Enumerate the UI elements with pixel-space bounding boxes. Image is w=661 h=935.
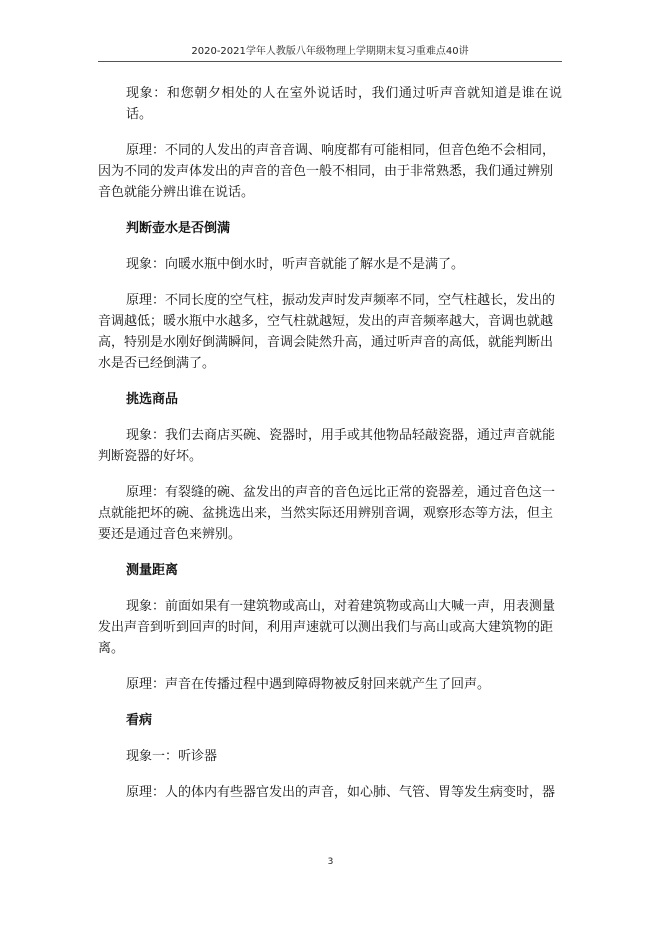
paragraph-line: 现象：向暖水瓶中倒水时，听声音就能了解水是不是满了。 (126, 257, 465, 272)
paragraph-line: 原理：不同长度的空气柱，振动发声时发声频率不同，空气柱越长，发出的 (126, 293, 556, 308)
section-heading: 判断壶水是否倒满 (126, 221, 231, 236)
paragraph (98, 596, 562, 659)
paragraph (98, 254, 562, 275)
paragraph-line: 现象一：听诊器 (126, 749, 218, 764)
paragraph-line: 点就能把坏的碗、盆挑选出来，当然实际还用辨别音调，观察形态等方法，但主 (98, 506, 554, 521)
paragraph-line: 音调越低；暖水瓶中水越多，空气柱就越短，发出的声音频率越大，音调也就越 (98, 314, 554, 329)
page-number: 3 (327, 857, 334, 867)
paragraph-line: 音色就能分辨出谁在说话。 (98, 185, 255, 200)
paragraph-line: 要还是通过音色来辨别。 (98, 527, 242, 542)
paragraph-line: 水是否已经倒满了。 (98, 356, 216, 371)
paragraph (98, 83, 562, 125)
paragraph-line: 因为不同的发声体发出的声音的音色一般不相同，由于非常熟悉，我们通过辨别 (98, 164, 554, 179)
paragraph (98, 290, 562, 374)
paragraph-line: 高，特别是水刚好倒满瞬间，音调会陡然升高，通过听声音的高低，就能判断出 (98, 335, 554, 350)
paragraph-line: 现象：前面如果有一建筑物或高山，对着建筑物或高山大喊一声，用表测量 (126, 599, 556, 614)
document-body (98, 83, 562, 818)
paragraph (98, 140, 562, 203)
paragraph-line: 原理：声音在传播过程中遇到障碍物被反射回来就产生了回声。 (126, 677, 491, 692)
header-divider (98, 61, 562, 62)
paragraph (98, 746, 562, 767)
paragraph-line: 原理：有裂缝的碗、盆发出的声音的音色远比正常的瓷器差，通过音色这一 (126, 485, 556, 500)
paragraph-line: 原理：不同的人发出的声音音调、响度都有可能相同，但音色绝不会相同， (126, 143, 556, 158)
section-heading: 看病 (126, 713, 153, 728)
paragraph (98, 782, 562, 803)
section-heading: 挑选商品 (126, 392, 179, 407)
paragraph (98, 482, 562, 545)
paragraph-line: 离。 (98, 641, 125, 656)
paragraph-line: 原理：人的体内有些器官发出的声音，如心肺、气管、胃等发生病变时，器 (126, 785, 556, 800)
paragraph-line: 发出声音到听到回声的时间，利用声速就可以测出我们与高山或高大建筑物的距 (98, 620, 554, 635)
paragraph (98, 674, 562, 695)
paragraph-line: 现象：和您朝夕相处的人在室外说话时，我们通过听声音就知道是谁在说话。 (126, 86, 562, 122)
paragraph (98, 425, 562, 467)
paragraph-line: 现象：我们去商店买碗、瓷器时，用手或其他物品轻敲瓷器，通过声音就能 (126, 428, 556, 443)
paragraph-line: 判断瓷器的好坏。 (98, 449, 203, 464)
page-header: 2020-2021学年人教版八年级物理上学期期末复习重难点40讲 (191, 46, 469, 57)
section-heading: 测量距离 (126, 563, 179, 578)
